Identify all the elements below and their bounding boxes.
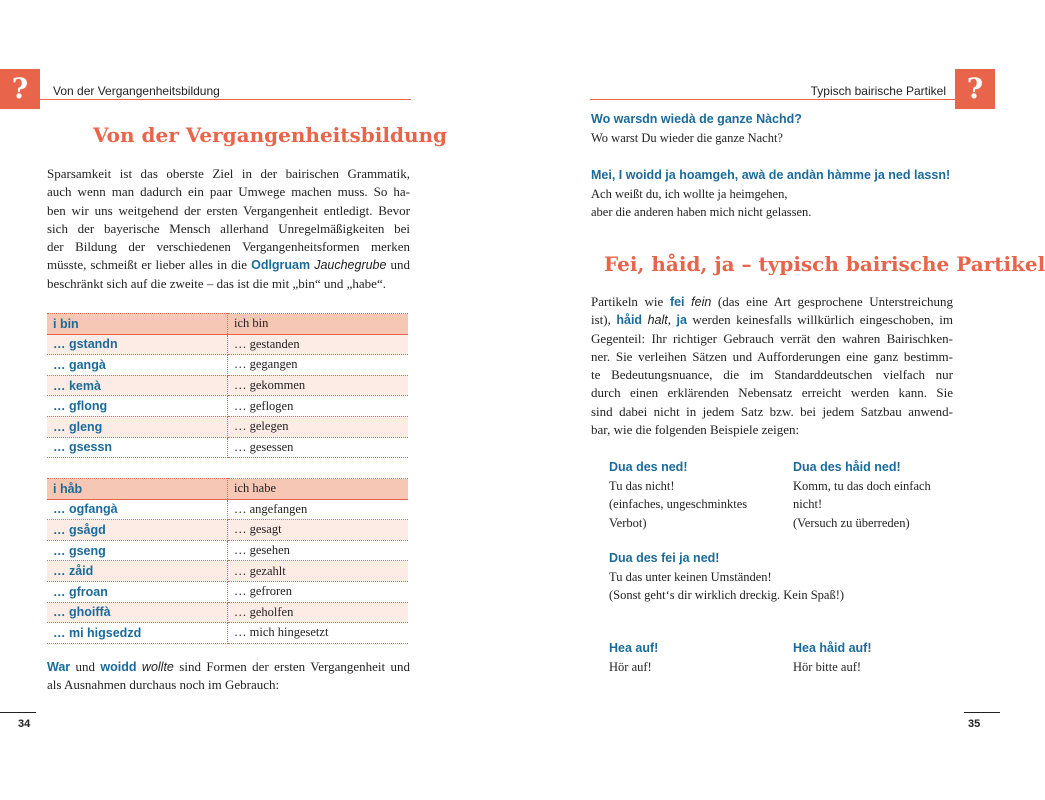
bavarian-sentence: Dua des håid ned! xyxy=(793,460,901,474)
page-number-left: 34 xyxy=(18,718,31,730)
header-rule-right xyxy=(590,99,955,100)
table-header-german: ich habe xyxy=(228,479,409,500)
particles-line: Partikeln wie fei fein (das eine Art gesprochene Unterstreichung xyxy=(591,294,953,309)
table-row: … gfroan … gefroren xyxy=(47,581,408,602)
table-row: … zåid … gezahlt xyxy=(47,561,408,582)
table-header-bavarian: i håb xyxy=(47,479,228,500)
footer-rule-left xyxy=(0,712,36,713)
bavarian-sentence: Mei, I woidd ja hoamgeh, awà de andàn hàmme ja ned lassn! xyxy=(591,168,951,182)
keyword-haid: håid xyxy=(616,313,643,328)
keyword-odlgruam: Odlgruam xyxy=(251,258,311,273)
question-mark-icon: ? xyxy=(0,69,40,109)
page-number-right: 35 xyxy=(968,718,981,730)
german-translation: nicht! xyxy=(793,497,823,511)
table-row: … gseng … gesehen xyxy=(47,540,408,561)
particles-line: sind dabei nicht in jedem Satz bzw. bei jedem Satzbau anwend- xyxy=(591,403,953,419)
intro-line: müsste, schmeißt er lieber alles in die Odlgruam Jauchegrube und xyxy=(47,257,411,273)
table-row: … mi higsedzd … mich hingesetzt xyxy=(47,623,408,644)
table-row: … ghoiffà … geholfen xyxy=(47,602,408,623)
example-block xyxy=(609,458,747,532)
keyword-fei: fei xyxy=(669,295,685,309)
particles-line: ist), håid halt, ja werden keinesfalls willkürlich eingeschoben, im xyxy=(591,312,953,328)
table-header-row xyxy=(47,479,408,500)
table-row: … gstandn … gestanden xyxy=(47,334,408,355)
german-translation: Verbot) xyxy=(609,515,647,530)
german-translation: Komm, tu das doch einfach xyxy=(793,478,931,493)
conjugation-table-bin xyxy=(47,313,408,458)
translation-fein: fein xyxy=(691,295,712,309)
table-header-bavarian: i bin xyxy=(47,314,228,335)
example-block xyxy=(591,110,802,147)
german-translation: (einfaches, ungeschminktes xyxy=(609,497,748,511)
table-header-german: ich bin xyxy=(228,314,409,335)
translation-wollte: wollte xyxy=(141,660,174,674)
table-row: … gsågd … gesagt xyxy=(47,520,408,541)
footer-rule-right xyxy=(964,712,1000,713)
bavarian-sentence: Wo warsdn wiedà de ganze Nàchd? xyxy=(591,112,802,126)
translation-jauchegrube: Jauchegrube xyxy=(314,258,387,273)
section-title-right: Fei, håid, ja – typisch bairische Partikel xyxy=(604,252,1045,276)
example-block xyxy=(609,639,658,676)
particles-line: Gegenteil: Ihr richtiger Gebrauch verrät den wahren Bairischken- xyxy=(591,330,953,346)
bavarian-sentence: Hea auf! xyxy=(609,641,659,655)
german-translation: Wo warst Du wieder die ganze Nacht? xyxy=(591,130,783,145)
intro-line: ben wir uns weitgehend der ersten Vergangenheit entledigt. Bevor xyxy=(47,202,410,218)
german-translation: Hör bitte auf! xyxy=(793,659,862,674)
particles-line: ner. Sie verleihen Sätzen und Aufforderungen eine ganz bestimm- xyxy=(591,348,953,364)
section-title-left: Von der Vergangenheitsbildung xyxy=(93,123,448,147)
example-block xyxy=(609,549,844,605)
bavarian-sentence: Dua des fei ja ned! xyxy=(609,551,720,565)
bavarian-sentence: Hea håid auf! xyxy=(793,641,872,655)
german-translation: Ach weißt du, ich wollte ja heimgehen, xyxy=(591,186,788,201)
table-row: … gsessn … gesessen xyxy=(47,437,408,458)
translation-halt: halt xyxy=(647,313,668,328)
bavarian-sentence: Dua des ned! xyxy=(609,460,688,474)
example-block xyxy=(793,639,872,676)
table-row: … gflong … geflogen xyxy=(47,396,408,417)
german-translation: aber die anderen haben mich nicht gelassen. xyxy=(591,205,812,219)
intro-line: beschränkt sich auf die zweite – das ist die mit „bin“ und „habe“. xyxy=(47,275,386,291)
keyword-ja: ja xyxy=(676,313,687,328)
intro-paragraph xyxy=(47,165,410,293)
table-row: … gangà … gegangen xyxy=(47,355,408,376)
header-rule-left xyxy=(40,99,411,100)
intro-line: sich der bayerische Mensch allerhand Unregelmäßigkeiten bei xyxy=(47,220,410,236)
conjugation-table-hab xyxy=(47,478,408,644)
german-translation: Tu das unter keinen Umständen! xyxy=(609,569,772,584)
table-row: … gleng … gelegen xyxy=(47,416,408,437)
intro-line: auch wenn man dadurch ein paar Umwege machen muss. So ha- xyxy=(47,184,410,200)
german-translation: Tu das nicht! xyxy=(609,478,675,493)
outro-line: als Ausnahmen durchaus noch im Gebrauch: xyxy=(47,677,280,693)
running-header-right: Typisch bairische Partikel xyxy=(810,84,946,98)
table-row: … ogfangà … angefangen xyxy=(47,499,408,520)
particles-line: te Bedeutungsnuance, die im Standarddeutschen vielfach nur xyxy=(591,367,953,383)
intro-line: Sparsamkeit ist das oberste Ziel in der bairischen Grammatik, xyxy=(47,166,410,181)
keyword-woidd: woidd xyxy=(100,660,137,674)
outro-line: War und woidd wollte sind Formen der ersten Vergangenheit und xyxy=(47,659,411,674)
running-header-left: Von der Vergangenheitsbildung xyxy=(53,84,220,98)
intro-line: der Bildung der verschiedenen Vergangenheitsformen merken xyxy=(47,239,410,255)
example-block xyxy=(793,458,931,532)
german-translation: Hör auf! xyxy=(609,659,652,674)
keyword-war: War xyxy=(47,660,71,674)
particles-line: durch einen erklärenden Nebensatz erreicht werden kann. Sie xyxy=(591,385,953,401)
outro-paragraph xyxy=(47,658,410,695)
german-translation: (Sonst geht‘s dir wirklich dreckig. Kein Spaß!) xyxy=(609,588,845,602)
particles-paragraph xyxy=(591,293,953,439)
german-translation: (Versuch zu überreden) xyxy=(793,515,910,530)
particles-line: bar, wie die folgenden Beispiele zeigen: xyxy=(591,422,800,438)
table-row: … kemà … gekommen xyxy=(47,375,408,396)
table-header-row xyxy=(47,314,408,335)
example-block xyxy=(591,166,950,222)
question-mark-icon: ? xyxy=(955,69,995,109)
